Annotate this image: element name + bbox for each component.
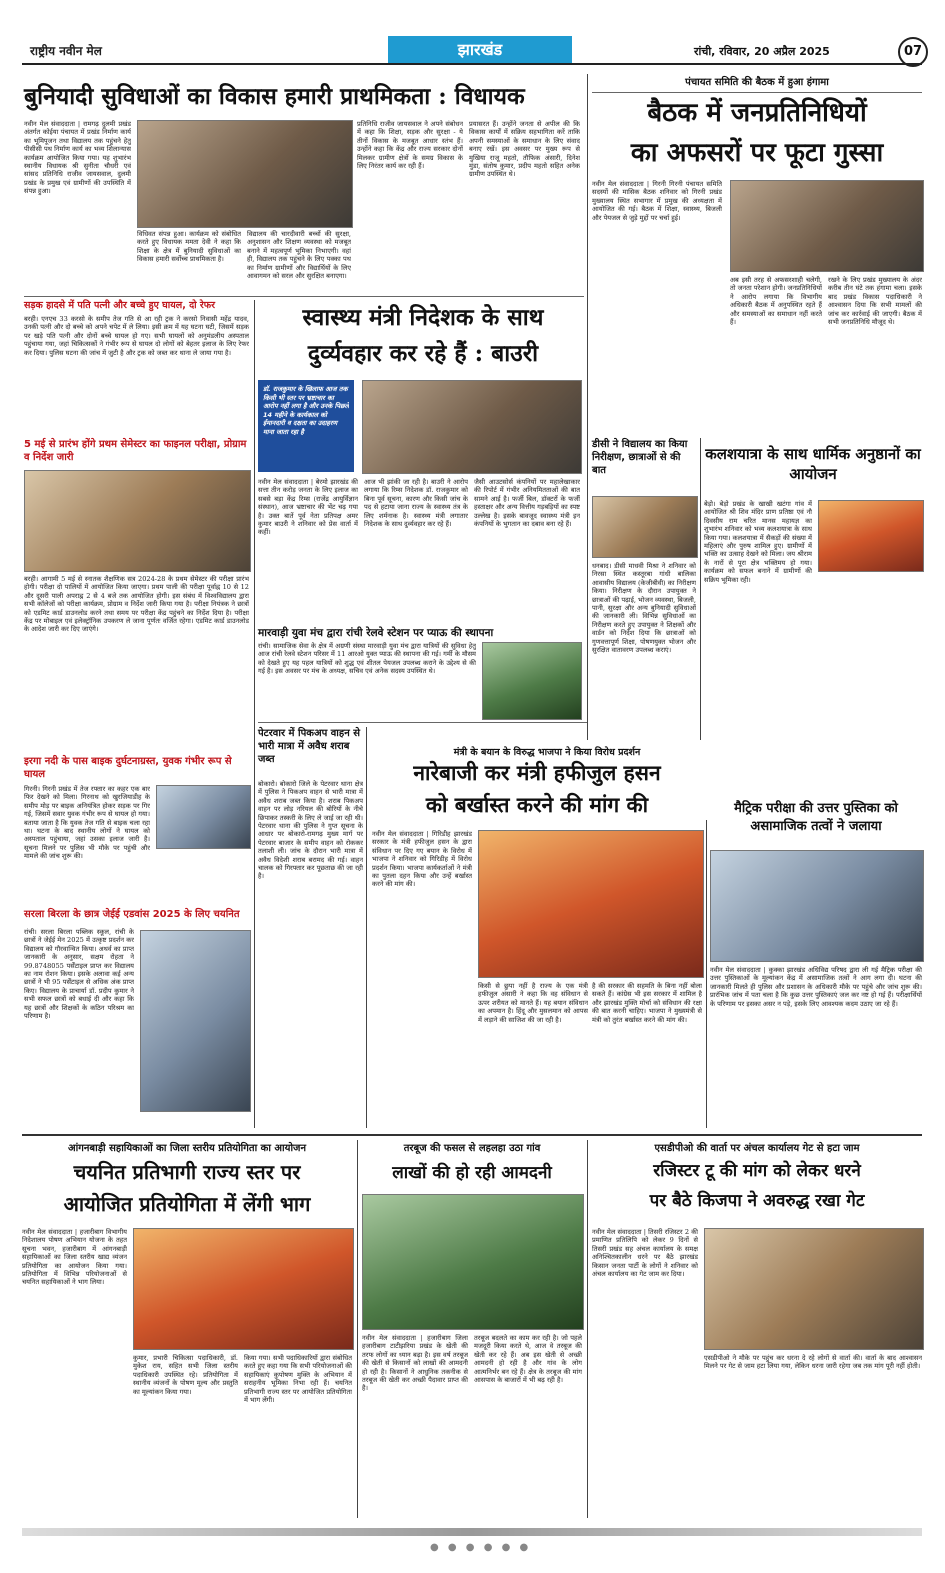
health-pullquote bbox=[258, 380, 354, 472]
watermelon-col1: नवीन मेल संवाददाता | हजारीबाग जिला हजारीबाग टाटीझरिया प्रखंड के खेती की तरफ लोगों का ध्यान बढ़ा है। इस वर्ष तरबूज की खेती से किसानों को लाखों की आमदनी हो रही है। किसानों ने आधुनिक तकनीक से तरबूज की खेती कर अच्छी पैदावार प्राप्त की है। bbox=[362, 1334, 468, 1393]
chayanit-headline-line2: आयोजित प्रतियोगिता में लेंगी भाग bbox=[63, 1192, 311, 1216]
watermelon-headline: लाखों की हो रही आमदनी bbox=[392, 1163, 552, 1183]
panchayat-headline-line2: का अफसरों पर फूटा गुस्सा bbox=[630, 138, 884, 168]
dc-col1: धनबाद। डीसी माधवी मिश्रा ने शनिवार को निरसा स्थित कस्तूरबा गांधी बालिका आवासीय विद्यालय (केजीबीवी) का निरीक्षण किया। निरीक्षण के दौरान उपायुक्त ने छात्राओं की पढ़ाई, भोजन व्यवस्था, बिजली, पानी, सुरक्षा और अन्य बुनियादी सुविधाओं की जानकारी ली। विभिन्न सुविधाओं का निरीक्षण करते हुए उपायुक्त ने शिक्षकों और वार्डन को निर्देश दिया कि छात्राओं को गुणवत्तापूर्ण शिक्षा, पोषणयुक्त भोजन और सुरक्षित वातावरण उपलब्ध कराएं। bbox=[592, 562, 696, 655]
minister-headline-line1: नारेबाजी कर मंत्री हफीजुल हसन bbox=[413, 760, 661, 785]
exam-body: बरही। आगामी 5 मई से स्नातक शैक्षणिक सत्र 2024-28 के प्रथम सेमेस्टर की परीक्षा प्रारंभ होगी। परीक्षा दो पालियों में आयोजित किया जाएगा। प्रथम पाली की परीक्षा पूर्वाह्न 10 से 12 और दूसरी पाली अपराह्न 2 से 4 बजे तक आयोजित होगी। इस संबंध में विश्वविद्यालय द्वारा सभी कॉलेजों को परीक्षा कार्यक्रम, प्रोग्राम व निर्देश जारी किया गया है। परीक्षा नियंत्रक ने छात्रों को एडमिट कार्ड डाउनलोड करने तथा समय पर परीक्षा केंद्र पहुंचने का निर्देश दिया है। परीक्षा केंद्र पर मोबाइल एवं इलेक्ट्रॉनिक उपकरण ले जाना पूर्णतः वर्जित रहेगा। एडमिट कार्ड डाउनलोड के आदेश जारी कर दिए जाएंगे। bbox=[24, 575, 249, 634]
minister-col1: नवीन मेल संवाददाता | गिरिडीह झारखंड सरकार के मंत्री हफीजुल हसन के द्वारा संविधान पर दिए गए बयान के विरोध में भाजपा ने शनिवार को गिरिडीह में विरोध प्रदर्शन किया। भाजपा कार्यकर्ताओं ने मंत्री का पुतला दहन किया और उन्हें बर्खास्त करने की मांग की। bbox=[372, 830, 472, 889]
matric-body: नवीन मेल संवाददाता | कुक्का झारखंड अधिविद्य परिषद द्वारा ली गई मैट्रिक परीक्षा की उत्तर पुस्तिकाओं के मूल्यांकन केंद्र में असामाजिक तत्वों ने आग लगा दी। घटना की जानकारी मिलते ही पुलिस और प्रशासन के अधिकारी मौके पर पहुंचे और जांच शुरू की। प्रारंभिक जांच में पता चला है कि कुछ उत्तर पुस्तिकाएं जल कर नष्ट हो गई हैं। परीक्षार्थियों के परिणाम पर इसका असर न पड़े, इसके लिए आवश्यक कदम उठाए जा रहे हैं। bbox=[710, 966, 922, 1008]
marwari-headline: मारवाड़ी युवा मंच द्वारा रांची रेलवे स्टेशन पर प्याऊ की स्थापना bbox=[258, 627, 494, 639]
accident-body: बरही। एनएच 33 करसो के समीप तेज गति से आ रही ट्रक ने करसो निवासी महेंद्र यादव, उनकी पत्नी और दो बच्चे को अपने चपेट में ले लिया। इसी क्रम में यह घटना घटी, जिसमें सड़क पर खड़े पति पत्नी और दोनों बच्चे घायल हो गए। सभी घायलों को अनुमंडलीय अस्पताल पहुंचाया गया, जहां चिकित्सकों ने गंभीर रूप से घायल दो लोगों को बेहतर इलाज के लिए रेफर कर दिया। पुलिस घटना की जांच में जुटी है और ट्रक को जब्त कर थाना ले जाया गया है। bbox=[24, 315, 249, 357]
register-photo bbox=[704, 1228, 924, 1350]
date-line: रांची, रविवार, 20 अप्रैल 2025 bbox=[694, 45, 830, 58]
main-caption: विधिवत संपन्न हुआ। कार्यक्रम को संबोधित करते हुए विधायक ममता देवी ने कहा कि शिक्षा के क्षेत्र में बुनियादी सुविधाओं का विकास हमारी सर्वोच्च प्राथमिकता है। bbox=[137, 230, 241, 264]
page-number: 07 bbox=[898, 37, 928, 67]
masthead-rule bbox=[22, 63, 922, 65]
chayanit-col2: कुमार, प्रभारी चिकित्सा पदाधिकारी, डॉ. मुकेश राय, सहित सभी जिला स्तरीय पदाधिकारी उपस्थित रहे। प्रतियोगिता में स्थानीय व्यंजनों के पोषण मूल्य और प्रस्तुति का मूल्यांकन किया गया। bbox=[133, 1354, 238, 1396]
health-headline-line2: दुर्व्यवहार कर रहे हैं : बाउरी bbox=[307, 340, 539, 367]
minister-col3: है की सरकार की सहमति के बिना नहीं बोला सकते हैं। कांग्रेस भी इस सरकार में शामिल है और झारखंड मुक्ति मोर्चा को संविधान की रक्षा की बात करनी चाहिए। भाजपा ने मुख्यमंत्री से मंत्री को तुरंत बर्खास्त करने की मांग की। bbox=[592, 982, 702, 1024]
footer-regmarks: ● ● ● ● ● ● bbox=[430, 1542, 532, 1553]
divider bbox=[24, 296, 584, 297]
divider bbox=[587, 74, 588, 740]
kalash-body: बेड़ो। बेड़ो प्रखंड के खाखी खटंगा गांव में आयोजित श्री शिव मंदिर प्राण प्रतिष्ठा एवं नौ दिवसीय राम चरित मानस महायज्ञ का शुभारंभ शनिवार को भव्य कलशयात्रा के साथ किया गया। कलशयात्रा में सैकड़ों की संख्या में महिलाएं और पुरुष शामिल हुए। ग्रामीणों में भक्ति का उत्साह देखने को मिला। जय श्रीराम के नारों से पूरा क्षेत्र भक्तिमय हो गया। कार्यक्रम को सफल बनाने में ग्रामीणों की सक्रिय भूमिका रही। bbox=[704, 500, 812, 584]
main-headline: बुनियादी सुविधाओं का विकास हमारी प्राथमिकता : विधायक bbox=[24, 83, 525, 110]
pickup-body: बोकारो। बोकारो जिले के पेटरवार थाना क्षेत्र में पुलिस ने पिकअप वाहन से भारी मात्रा में अवैध शराब जब्त किया है। शराब पिकअप वाहन पर लोड़ नरियल की बोरियों के नीचे छिपाकर तस्करी के लिए ले जाई जा रही थी। पेटरवार थाना की पुलिस ने गुप्त सूचना के आधार पर बोकारो-रामगढ़ मुख्य मार्ग पर पेटरवार बाजार के समीप वाहन को रोककर तलाशी ली। जांच के दौरान भारी मात्रा में अवैध विदेशी शराब बरामद की गई। वाहन चालक को गिरफ्तार कर पूछताछ की जा रही है। bbox=[258, 780, 363, 881]
register-headline-line2: पर बैठे किजपा ने अवरुद्ध रखा गेट bbox=[649, 1191, 865, 1211]
divider bbox=[22, 1134, 922, 1136]
main-col3: प्रतिनिधि राजीव जायसवाल ने अपने संबोधन में कहा कि शिक्षा, सड़क और सुरक्षा - ये तीनों विकास के मजबूत आधार स्तंभ हैं। उन्होंने कहा कि केंद्र और राज्य सरकार दोनों मिलकर ग्रामीण क्षेत्रों के समग्र विकास के लिए निरंतर कार्य कर रही हैं। bbox=[357, 120, 463, 171]
accident-headline: सड़क हादसे में पति पत्नी और बच्चे हुए घायल, दो रेफर bbox=[24, 300, 216, 311]
dc-photo bbox=[592, 496, 698, 558]
divider bbox=[254, 300, 255, 1128]
minister-headline-line2: को बर्खास्त करने की मांग की bbox=[425, 792, 649, 817]
minister-photo bbox=[478, 830, 704, 978]
bike-headline: इरगा नदी के पास बाइक दुर्घटनाग्रस्त, युवक गंभीर रूप से घायल bbox=[24, 756, 232, 780]
health-headline-line1: स्वास्थ्य मंत्री निदेशक के साथ bbox=[302, 304, 544, 331]
watermelon-col2: तरबूज बदलते का काम कर रही है। जो पहले मजदूरी किया करते थे, आज वे तरबूज की खेती कर रहे हैं। अब इस खेती से अच्छी आमदनी हो रही है और गांव के लोग आत्मनिर्भर बन रहे हैं। क्षेत्र के तरबूज की मांग आसपास के बाजारों में भी बढ़ रही है। bbox=[474, 1334, 582, 1385]
health-pullquote-text: डॉ. राजकुमार के खिलाफ आज तक किसी भी स्तर पर भ्रष्टाचार का आरोप नहीं लगा है और उनके पिछले 14 महीने के कार्यकाल को ईमानदारी व दक्षता का उदाहरण माना जाता रहा है bbox=[263, 385, 349, 436]
section-name: झारखंड bbox=[457, 40, 503, 59]
chayanit-photo bbox=[133, 1228, 354, 1350]
divider bbox=[706, 820, 707, 1128]
marwari-photo bbox=[482, 642, 582, 720]
footer-bar bbox=[22, 1528, 922, 1536]
health-col1: नवीन मेल संवाददाता | बेरमो झारखंड की सत्ता तीन करोड़ जनता के लिए इलाज का सबसे बड़ा केंद्र रिम्स (राजेंद्र आयुर्विज्ञान संस्थान), आज भ्रष्टाचार की भेंट चढ़ गया है। उक्त बातें पूर्व नेता प्रतिपक्ष अमर कुमार बाउरी ने शनिवार को प्रेस वार्ता में कहीं। bbox=[258, 478, 358, 537]
divider bbox=[357, 1140, 358, 1518]
main-col2: विद्यालय की चारदीवारी बच्चों की सुरक्षा, अनुशासन और शिक्षण व्यवस्था को मजबूत बनाने में महत्वपूर्ण भूमिका निभाएगी। वहां ही, विद्यालय तक पहुंचने के लिए पक्का पथ का निर्माण ग्रामीणों और विद्यार्थियों के लिए आवागमन को सरल और सुरक्षित बनाएगा। bbox=[247, 230, 351, 281]
bike-body: गिरनी। गिरनी प्रखंड में तेज रफ्तार का कहर एक बार फिर देखने को मिला। गिरनाथ को खुरजियाडीह के समीप मोड़ पर बाइक अनियंत्रित होकर सड़क पर गिर गई, जिसमें सवार युवक गंभीर रूप से घायल हो गया। बताया जाता है कि युवक तेज गति से बाइक चला रहा था। घटना के बाद स्थानीय लोगों ने घायल को अस्पताल पहुंचाया, जहां उसका इलाज जारी है। सूचना मिलने पर पुलिस भी मौके पर पहुंची और मामले की जांच शुरू की। bbox=[24, 785, 150, 861]
main-col1: नवीन मेल संवाददाता | रामगढ़ दुलमी प्रखंड अंतर्गत कोईया पंचायत में प्रखंड निर्माण कार्य का भूमिपूजन तथा विद्यालय तक पहुंचने हेतु पीसीसी पथ निर्माण कार्य का भव्य शिलान्यास कार्यक्रम आयोजित किया गया। यह शुभारंभ स्थानीय विधायक श्री सुनीता चौधरी एवं सांसद प्रतिनिधि राजीव जायसवाल, दुलमी प्रखंड के प्रमुख एवं ग्रामीणों की उपस्थिति में संपन्न हुआ। bbox=[24, 120, 131, 196]
bottom-kicker-3: एसडीपीओ की वार्ता पर अंचल कार्यालय गेट से हटा जाम bbox=[654, 1143, 860, 1154]
exam-headline: 5 मई से प्रारंभ होंगे प्रथम सेमेस्टर का फाइनल परीक्षा, प्रोग्राम व निर्देश जारी bbox=[24, 439, 247, 463]
register-headline-line1: रजिस्टर टू की मांग को लेकर धरने bbox=[653, 1161, 861, 1181]
bike-photo bbox=[156, 785, 251, 849]
chayanit-col3: किया गया। सभी पदाधिकारियों द्वारा संबोधित करते हुए कहा गया कि सभी परियोजनाओं की सहायिकाएं कुपोषण मुक्ति के अभियान में सराहनीय भूमिका निभा रही हैं। चयनित प्रतिभागी राज्य स्तर पर आयोजित प्रतियोगिता में भाग लेंगी। bbox=[244, 1354, 352, 1405]
divider bbox=[366, 727, 367, 1128]
minister-col2: किसी से छुपा नहीं है राज्य के एक मंत्री हफीजुल अंसारी ने कहा कि वह संविधान से ऊपर शरीयत को मानते हैं। यह बयान संविधान का अपमान है। हिंदू और मुसलमान को आपस में लड़ाने की साजिश की जा रही है। bbox=[478, 982, 588, 1024]
section-tab bbox=[388, 36, 572, 63]
kalash-photo bbox=[818, 500, 924, 572]
panchayat-col2: अब इसी तरह से अफसरशाही चलेगी, तो जनता परेशान होगी। जनप्रतिनिधियों ने आरोप लगाया कि विभागीय अधिकारी बैठक में अनुपस्थित रहते हैं और समस्याओं का समाधान नहीं करते हैं। bbox=[730, 276, 822, 327]
watermelon-photo bbox=[362, 1194, 584, 1330]
panchayat-col3: रखने के लिए प्रखंड मुख्यालय के अंदर करीब तीन घंटे तक हंगामा चला। इसके बाद प्रखंड विकास पदाधिकारी ने आश्वासन दिया कि सभी मामलों की जांच कर कार्रवाई की जाएगी। बैठक में सभी जनप्रतिनिधि मौजूद थे। bbox=[828, 276, 922, 327]
bottom-kicker-2: तरबूज की फसल से लहलहा उठा गांव bbox=[403, 1143, 541, 1154]
kalash-headline: कलशयात्रा के साथ धार्मिक अनुष्ठानों का आयोजन bbox=[705, 445, 921, 483]
school-body: रांची। सरला बिरला पब्लिक स्कूल, रांची के छात्रों ने जेईई मेन 2025 में उत्कृष्ट प्रदर्शन कर विद्यालय को गौरवान्वित किया। अथर्व का प्राप्त जानकारी के अनुसार, सक्षम रोहता ने 99.8748055 पर्सेंटाइल प्राप्त कर विद्यालय का नाम रोशन किया। इसके अलावा कई अन्य छात्रों ने भी 95 पर्सेंटाइल से अधिक अंक प्राप्त किए। विद्यालय के प्राचार्या डॉ. प्रदीप कुमार ने सभी सफल छात्रों को बधाई दी और कहा कि यह छात्रों और शिक्षकों के कठिन परिश्रम का परिणाम है। bbox=[24, 928, 134, 1021]
minister-kicker: मंत्री के बयान के विरुद्ध भाजपा ने किया विरोध प्रदर्शन bbox=[453, 747, 641, 758]
chayanit-headline-line1: चयनित प्रतिभागी राज्य स्तर पर bbox=[73, 1160, 301, 1184]
paper-name: राष्ट्रीय नवीन मेल bbox=[30, 44, 102, 58]
panchayat-kicker: पंचायत समिति की बैठक में हुआ हंगामा bbox=[685, 77, 829, 88]
chayanit-col1: नवीन मेल संवाददाता | हजारीबाग विभागीय निदेशालय पोषण अभियान योजना के तहत सूचना भवन, हजारीबाग में आंगनबाड़ी सहायिकाओं का जिला स्तरीय खाद्य व्यंजन प्रतियोगिता का आयोजन किया गया। प्रतियोगिता में विभिन्न परियोजनाओं से चयनित सहायिकाओं ने भाग लिया। bbox=[22, 1228, 127, 1287]
school-headline: सरला बिरला के छात्र जेईई एडवांस 2025 के लिए चयनित bbox=[24, 909, 240, 920]
main-col4: प्रयासरत हैं। उन्होंने जनता से अपील की कि विकास कार्यों में सक्रिय सहभागिता करें ताकि अपनी समस्याओं के समाधान के लिए संवाद बनाए रखें। इस अवसर पर मुख्य रूप से मुखिया राजू महतो, तौफिक अंसारी, दिनेश मुंडा, संतोष कुमार, प्रदीप महतो सहित अनेक ग्रामीण उपस्थित थे। bbox=[469, 120, 580, 179]
panchayat-headline-line1: बैठक में जनप्रतिनिधियों bbox=[647, 98, 867, 128]
divider bbox=[592, 92, 922, 93]
register-col2: एसडीपीओ ने मौके पर पहुंच कर धरना दे रहे लोगों से वार्ता की। वार्ता के बाद आश्वासन मिलने पर गेट से जाम हटा लिया गया, लेकिन धरना जारी रहेगा जब तक मांग पूरी नहीं होती। bbox=[704, 1354, 922, 1371]
pickup-headline: पेटरवार में पिकअप वाहन से भारी मात्रा में अवैध शराब जब्त bbox=[258, 728, 360, 765]
matric-headline: मैट्रिक परीक्षा की उत्तर पुस्तिका को असामाजिक तत्वों ने जलाया bbox=[734, 801, 898, 834]
panchayat-col1: नवीन मेल संवाददाता | गिरनी गिरनी पंचायत समिति सदस्यों की मासिक बैठक शनिवार को गिरनी प्रखंड मुख्यालय स्थित सभागार में प्रमुख की अध्यक्षता में आयोजित की गई। बैठक में शिक्षा, स्वास्थ्य, बिजली और पेयजल से जुड़े मुद्दों पर चर्चा हुई। bbox=[592, 180, 722, 222]
marwari-body: रांची। सामाजिक सेवा के क्षेत्र में अग्रणी संस्था मारवाड़ी युवा मंच द्वारा यात्रियों की सुविधा हेतु आज रांची रेलवे स्टेशन परिसर में 11 आरओ युक्त प्याऊ की स्थापना की गई। गर्मी के मौसम को देखते हुए यह पहल यात्रियों को शुद्ध एवं शीतल पेयजल उपलब्ध कराने के उद्देश्य से की गई है। इस अवसर पर मंच के अध्यक्ष, सचिव एवं अनेक सदस्य उपस्थित थे। bbox=[258, 642, 476, 676]
masthead bbox=[22, 36, 922, 64]
main-photo bbox=[137, 120, 353, 228]
divider bbox=[700, 438, 701, 740]
panchayat-photo bbox=[730, 180, 924, 272]
health-col3: जैसी आउटसोर्स कंपनियों पर महालेखाकार की रिपोर्ट में गंभीर अनियमितताओं की बात सामने आई है। फर्जी बिल, डॉक्टरों के फर्जी हस्ताक्षर और अन्य वित्तीय गड़बड़ियों का स्पष्ट उल्लेख है। इसके बावजूद स्वास्थ्य मंत्री इन कंपनियों के भुगतान का दबाव बना रहे हैं। bbox=[474, 478, 580, 529]
health-col2: आज भी झांकी जा रही है। बाउरी ने आरोप लगाया कि रिम्स निदेशक डॉ. राजकुमार को बिना पूर्व सूचना, कारण और किसी जांच के पद से हटाया जाना राज्य के स्वास्थ्य तंत्र के लिए शर्मनाक है। स्वास्थ्य मंत्री लगातार निदेशक के साथ दुर्व्यवहार कर रहे हैं। bbox=[364, 478, 468, 529]
divider bbox=[258, 722, 588, 723]
exam-photo bbox=[24, 470, 251, 572]
bottom-kicker-1: आंगनबाड़ी सहायिकाओं का जिला स्तरीय प्रतियोगिता का आयोजन bbox=[68, 1143, 306, 1154]
school-photo bbox=[140, 930, 251, 1112]
divider bbox=[587, 1140, 588, 1518]
register-col1: नवीन मेल संवाददाता | तिसरी रजिस्टर 2 की प्रमाणित प्रतिलिपि को लेकर 9 दिनों से तिसरी प्रखंड सह अंचल कार्यालय के समक्ष अनिश्चितकालीन धरने पर बैठे झारखंड किसान जनता पार्टी के लोगों ने शनिवार को अंचल कार्यालय का गेट जाम कर दिया। bbox=[592, 1228, 698, 1279]
dc-headline: डीसी ने विद्यालय का किया निरीक्षण, छात्राओं से की बात bbox=[592, 439, 688, 476]
matric-photo bbox=[710, 850, 924, 962]
health-photo bbox=[362, 380, 582, 474]
